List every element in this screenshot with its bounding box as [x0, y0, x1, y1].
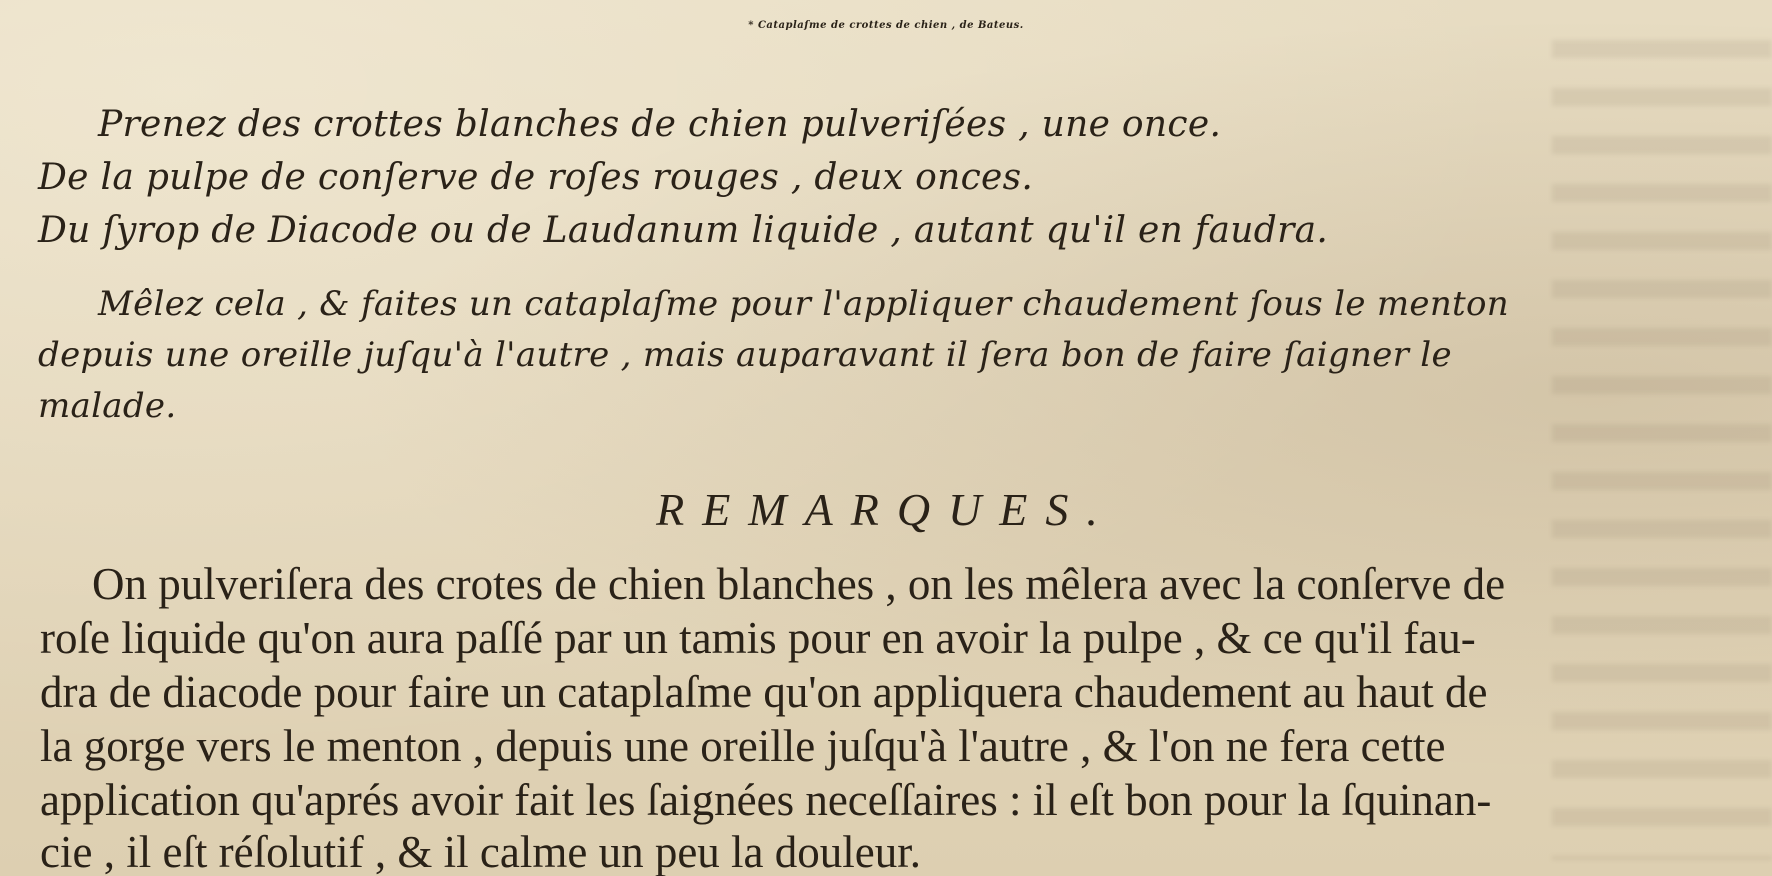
instruction-line: depuis une oreille juſqu'à l'autre , mais auparavant il ſera bon de faire ſaigner le [38, 335, 1452, 375]
remarques-line: roſe liquide qu'on aura paſſé par un tamis pour en avoir la pulpe , & ce qu'il fau- [40, 613, 1476, 663]
recipe-line: Du ſyrop de Diacode ou de Laudanum liquide , autant qu'il en faudra. [38, 210, 1329, 251]
instruction-line: Mêlez cela , & faites un cataplaſme pour l'appliquer chaudement ſous le menton [98, 284, 1509, 324]
remarques-heading: REMARQUES. [656, 484, 1116, 535]
remarques-line: la gorge vers le menton , depuis une oreille juſqu'à l'autre , & l'on ne fera cette [40, 721, 1446, 771]
recipe-line: De la pulpe de conſerve de roſes rouges , deux onces. [38, 157, 1034, 198]
recipe-line: Prenez des crottes blanches de chien pulveriſées , une once. [98, 104, 1222, 145]
remarques-line: cie , il eſt réſolutif , & il calme un peu la douleur. [40, 827, 921, 876]
remarques-line: application qu'aprés avoir fait les ſaignées neceſſaires : il eſt bon pour la ſquinan- [40, 775, 1492, 825]
remarques-line: On pulveriſera des crotes de chien blanches , on les mêlera avec la conſerve de [92, 559, 1506, 609]
remarques-line: dra de diacode pour faire un cataplaſme qu'on appliquera chaudement au haut de [40, 667, 1488, 717]
instruction-line: malade. [38, 386, 177, 426]
show-through-text [1552, 40, 1772, 860]
page-title: * Cataplaſme de crottes de chien , de Bateus. [748, 20, 1024, 31]
